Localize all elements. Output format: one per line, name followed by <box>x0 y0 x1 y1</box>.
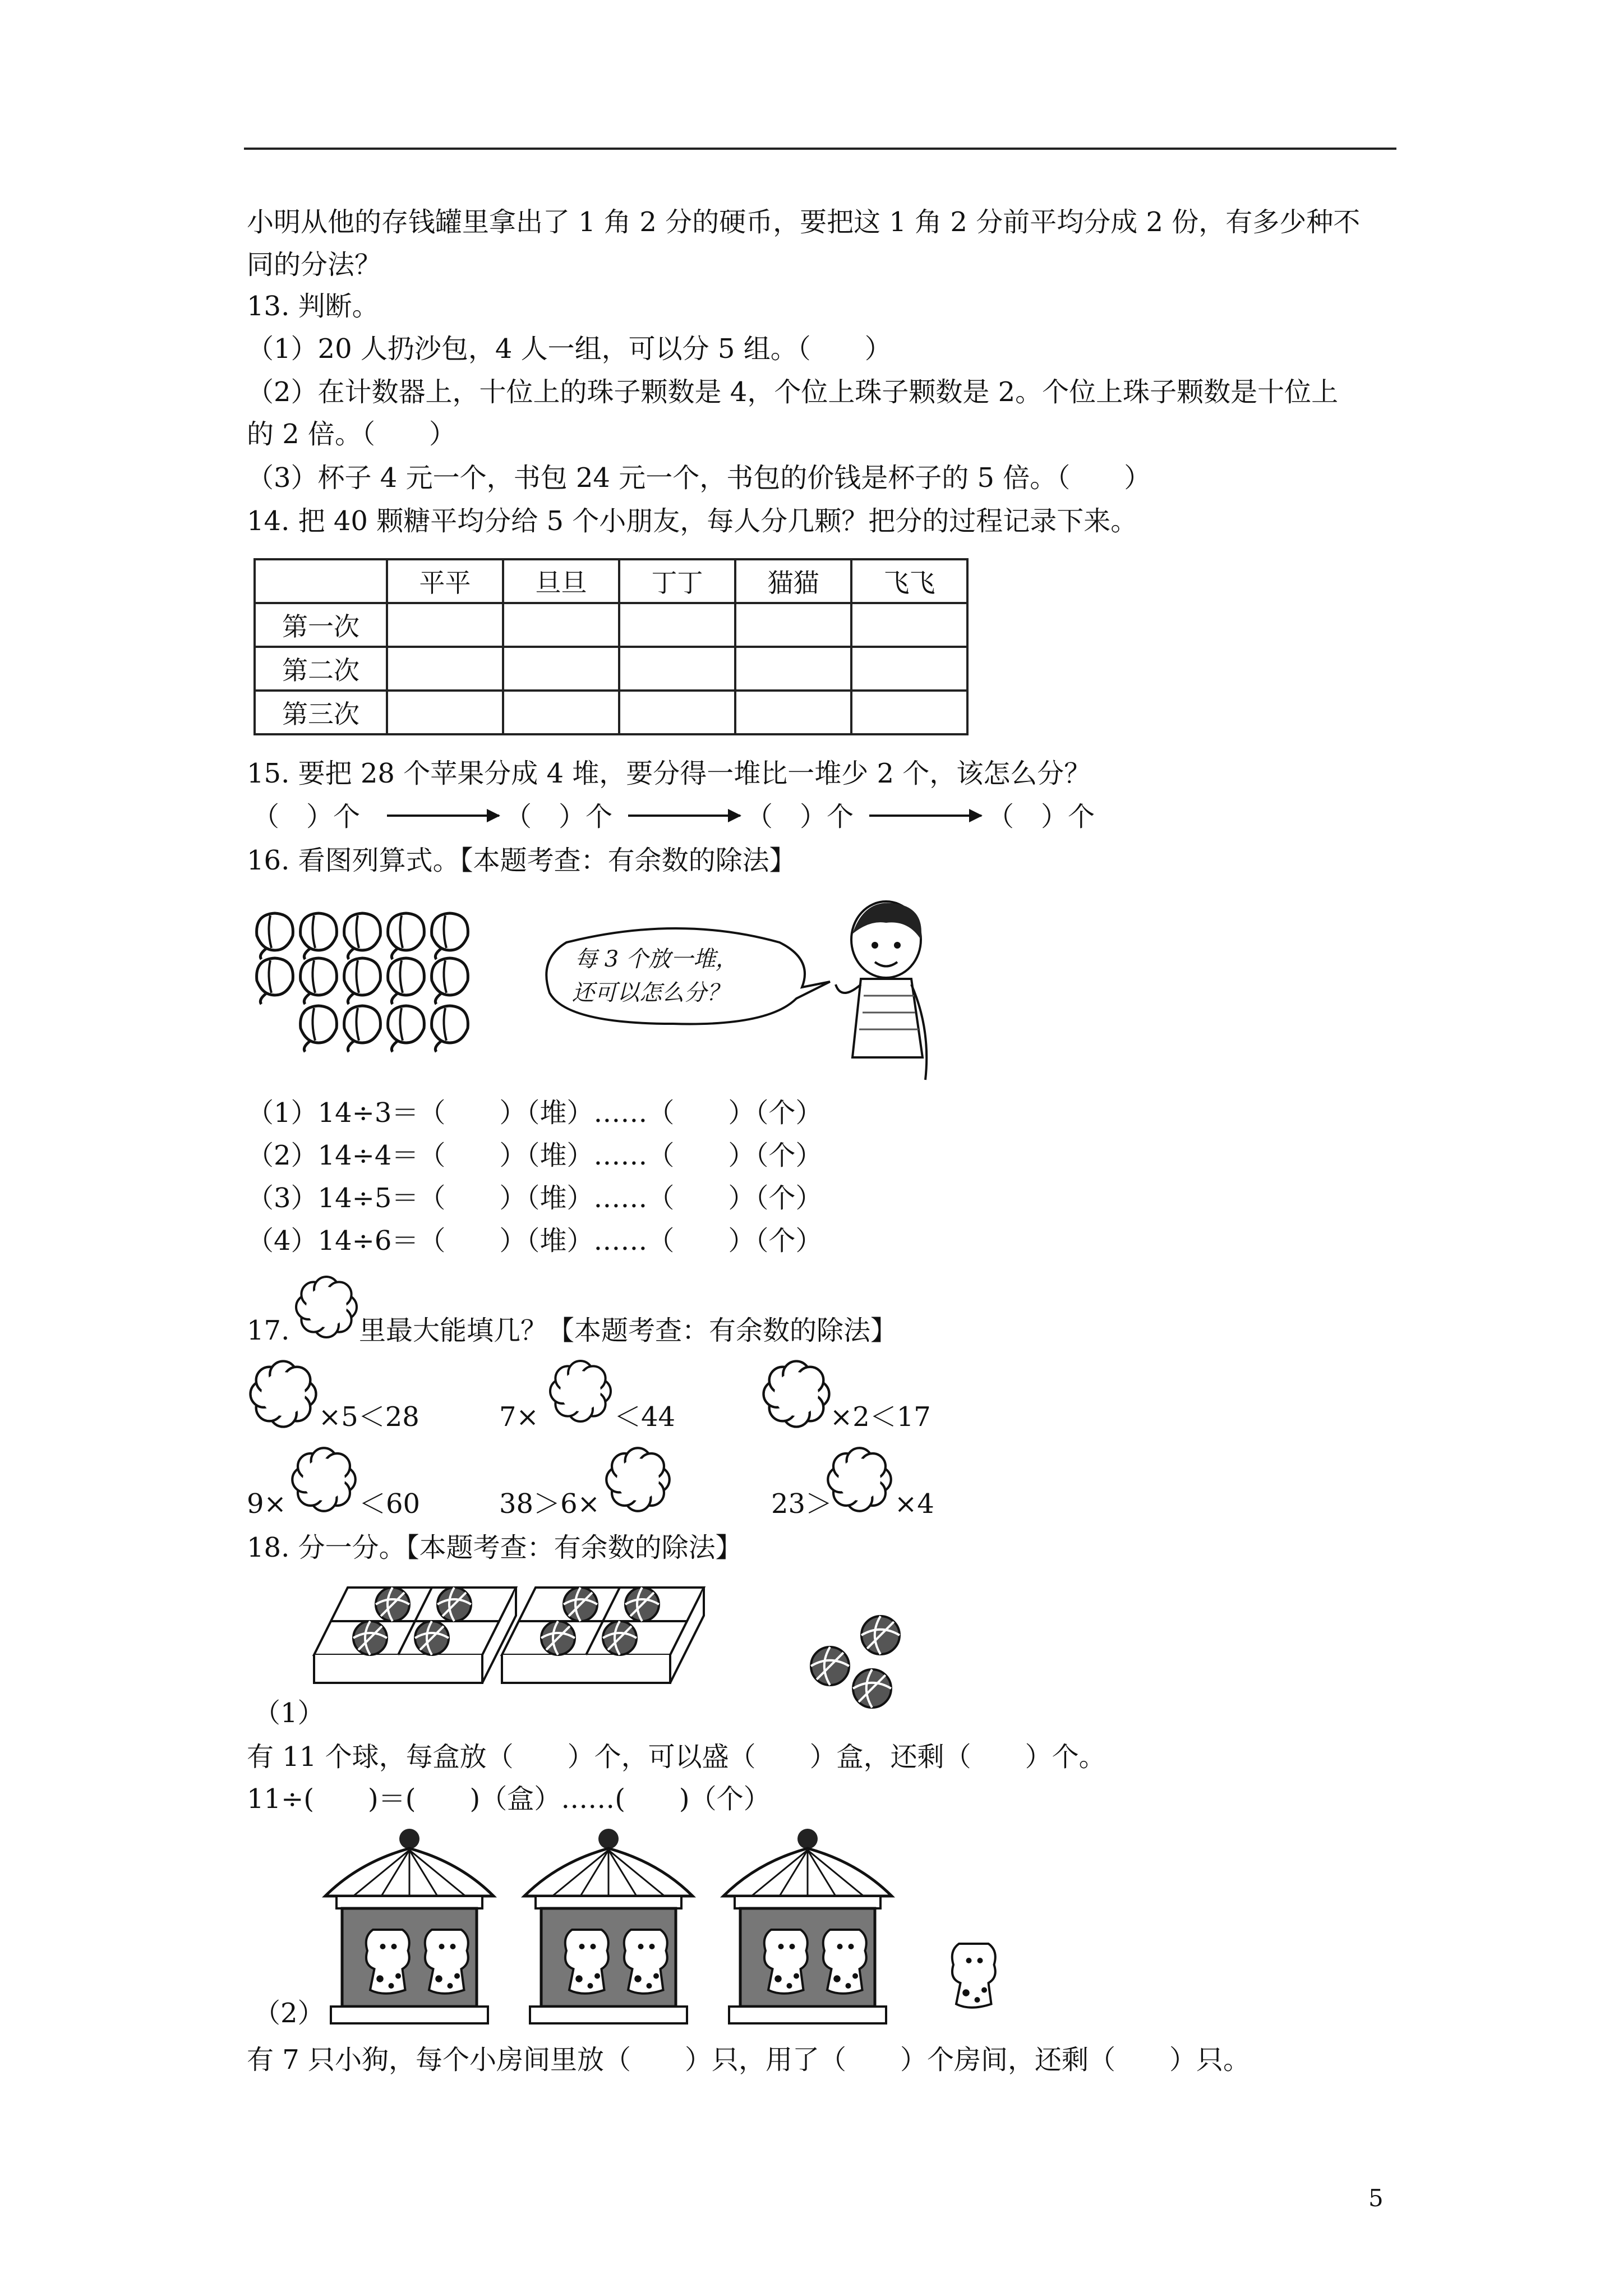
table-cell <box>851 603 967 647</box>
table-cell <box>387 691 503 734</box>
q15-blank-3: （ ）个 <box>746 801 854 832</box>
dog-icon <box>565 1930 608 1994</box>
dog-icon <box>952 1944 995 2008</box>
ball-icon <box>541 1621 575 1655</box>
peach-icon <box>257 958 293 1004</box>
peach-icon <box>432 1006 468 1052</box>
table-header-cell: 猫猫 <box>735 559 851 603</box>
peach-icon <box>344 1006 381 1052</box>
ball-icon <box>811 1647 849 1685</box>
q17-expr2b: ＜44 <box>614 1401 676 1433</box>
flower-blank-icon <box>547 1358 614 1425</box>
ball-icon <box>861 1616 900 1654</box>
q17-number: 17. <box>247 1315 290 1346</box>
flower-blank-icon <box>247 1358 320 1430</box>
q13-item2-line2: 的 2 倍。（ ） <box>247 418 457 450</box>
q17-expr6b: ×4 <box>895 1488 934 1520</box>
q16-item1: （1）14÷3＝（ ）（堆）……（ ）（个） <box>247 1097 823 1129</box>
q18-title: 18. 分一分。【本题考查：有余数的除法】 <box>247 1532 743 1563</box>
arrow-icon <box>869 815 981 817</box>
dog-house <box>325 1829 494 2023</box>
page-number: 5 <box>1368 2184 1384 2212</box>
dog-icon <box>823 1930 866 1994</box>
table-cell <box>851 691 967 734</box>
q17-title: 里最大能填几？【本题考查：有余数的除法】 <box>359 1315 898 1346</box>
peach-icon <box>388 1006 425 1052</box>
peach-icon <box>301 913 337 959</box>
table-row <box>255 603 967 647</box>
table-row-label: 第一次 <box>255 603 387 647</box>
q12-line2: 同的分法？ <box>247 249 382 280</box>
q13-item3: （3）杯子 4 元一个，书包 24 元一个，书包的价钱是杯子的 5 倍。（ ） <box>247 462 1151 494</box>
q17-expr6a: 23＞ <box>771 1488 833 1520</box>
ball-icon <box>625 1588 659 1621</box>
speech-bubble <box>533 920 824 1032</box>
table-header-row <box>255 559 967 603</box>
table-cell <box>851 647 967 691</box>
table-cell <box>503 603 619 647</box>
dog-icon <box>764 1930 808 1994</box>
q15-blank-4: （ ）个 <box>987 801 1095 832</box>
q16-item2: （2）14÷4＝（ ）（堆）……（ ）（个） <box>247 1140 823 1171</box>
dog-houses-illustration <box>325 1823 1166 2036</box>
arrow-icon <box>628 815 740 817</box>
flower-blank-icon <box>293 1273 360 1341</box>
peach-icon <box>388 913 425 959</box>
peach-icon <box>301 958 337 1004</box>
q13-item1: （1）20 人扔沙包，4 人一组，可以分 5 组。（ ） <box>247 333 892 365</box>
q18-text2: 有 7 只小狗，每个小房间里放（ ）只，用了（ ）个房间，还剩（ ）只。 <box>247 2044 1251 2076</box>
table-cell <box>503 647 619 691</box>
flower-blank-icon <box>289 1444 359 1515</box>
q14-title: 14. 把 40 颗糖平均分给 5 个小朋友，每人分几颗？把分的过程记录下来。 <box>247 505 1138 537</box>
peaches-illustration <box>252 909 488 1066</box>
table-cell <box>619 691 735 734</box>
ball-icon <box>564 1588 597 1621</box>
q17-expr2a: 7× <box>499 1401 539 1433</box>
table-cell <box>387 603 503 647</box>
table-header-cell: 平平 <box>387 559 503 603</box>
q18-eq1: 11÷( )＝( )（盒）……( )（个） <box>247 1783 771 1815</box>
q12-line1: 小明从他的存钱罐里拿出了 1 角 2 分的硬币，要把这 1 角 2 分前平均分成 2 份，有多少种不 <box>247 206 1361 238</box>
ball-icon <box>376 1588 409 1621</box>
peach-icon <box>432 958 468 1004</box>
peach-icon <box>257 913 293 959</box>
table-cell <box>735 603 851 647</box>
flower-blank-icon <box>824 1444 895 1515</box>
table-cell <box>503 691 619 734</box>
q17-expr3: ×2＜17 <box>830 1401 931 1433</box>
table-cell <box>619 603 735 647</box>
loose-balls-illustration <box>808 1604 909 1705</box>
flower-blank-icon <box>760 1358 833 1430</box>
table-cell <box>619 647 735 691</box>
ball-icon <box>353 1621 387 1655</box>
ball-icon <box>853 1669 891 1708</box>
boy-illustration <box>830 900 937 1085</box>
header-rule <box>244 148 1396 150</box>
table-header-cell: 飞飞 <box>851 559 967 603</box>
table-cell <box>735 647 851 691</box>
dog-house <box>723 1829 892 2023</box>
dog-icon <box>366 1930 409 1994</box>
q16-item4: （4）14÷6＝（ ）（堆）……（ ）（个） <box>247 1225 823 1257</box>
q17-expr4a: 9× <box>247 1488 287 1520</box>
peach-icon <box>432 913 468 959</box>
ball-icon <box>437 1588 471 1621</box>
table-corner-cell <box>255 559 387 603</box>
bubble-line1: 每 3 个放一堆， <box>575 946 738 972</box>
q16-item3: （3）14÷5＝（ ）（堆）……（ ）（个） <box>247 1182 823 1214</box>
q15-blank-1: （ ）个 <box>252 801 361 832</box>
q15-blank-2: （ ）个 <box>505 801 613 832</box>
table-header-cell: 丁丁 <box>619 559 735 603</box>
peach-icon <box>388 958 425 1004</box>
q18-label1: （1） <box>253 1697 325 1729</box>
q15-title: 15. 要把 28 个苹果分成 4 堆，要分得一堆比一堆少 2 个，该怎么分？ <box>247 758 1091 789</box>
ball-icon <box>603 1621 637 1655</box>
q18-text1: 有 11 个球，每盒放（ ）个，可以盛（ ）盒，还剩（ ）个。 <box>247 1741 1106 1773</box>
q17-expr4b: ＜60 <box>359 1488 421 1520</box>
peach-icon <box>301 1006 337 1052</box>
q18-label2: （2） <box>253 1998 325 2029</box>
ball-boxes-illustration <box>314 1576 718 1700</box>
arrow-icon <box>387 815 499 817</box>
table-row <box>255 691 967 734</box>
table-cell <box>735 691 851 734</box>
q16-title: 16. 看图列算式。【本题考查：有余数的除法】 <box>247 845 796 876</box>
dog-icon <box>624 1930 667 1994</box>
dog-icon <box>425 1930 468 1994</box>
table-row-label: 第二次 <box>255 647 387 691</box>
q17-expr1: ×5＜28 <box>319 1401 419 1433</box>
q17-expr5a: 38＞6× <box>499 1488 600 1520</box>
flower-blank-icon <box>603 1444 673 1515</box>
q13-title: 13. 判断。 <box>247 291 379 322</box>
ball-icon <box>415 1621 449 1655</box>
dog-house <box>524 1829 693 2023</box>
peach-icon <box>344 913 381 959</box>
table-cell <box>387 647 503 691</box>
table-row <box>255 647 967 691</box>
bubble-line2: 还可以怎么分？ <box>572 980 729 1006</box>
table-header-cell: 旦旦 <box>503 559 619 603</box>
peach-icon <box>344 958 381 1004</box>
table-row-label: 第三次 <box>255 691 387 734</box>
q13-item2-line1: （2）在计数器上，十位上的珠子颗数是 4，个位上珠子颗数是 2。个位上珠子颗数是十位上 <box>247 376 1339 408</box>
record-table <box>253 558 969 735</box>
